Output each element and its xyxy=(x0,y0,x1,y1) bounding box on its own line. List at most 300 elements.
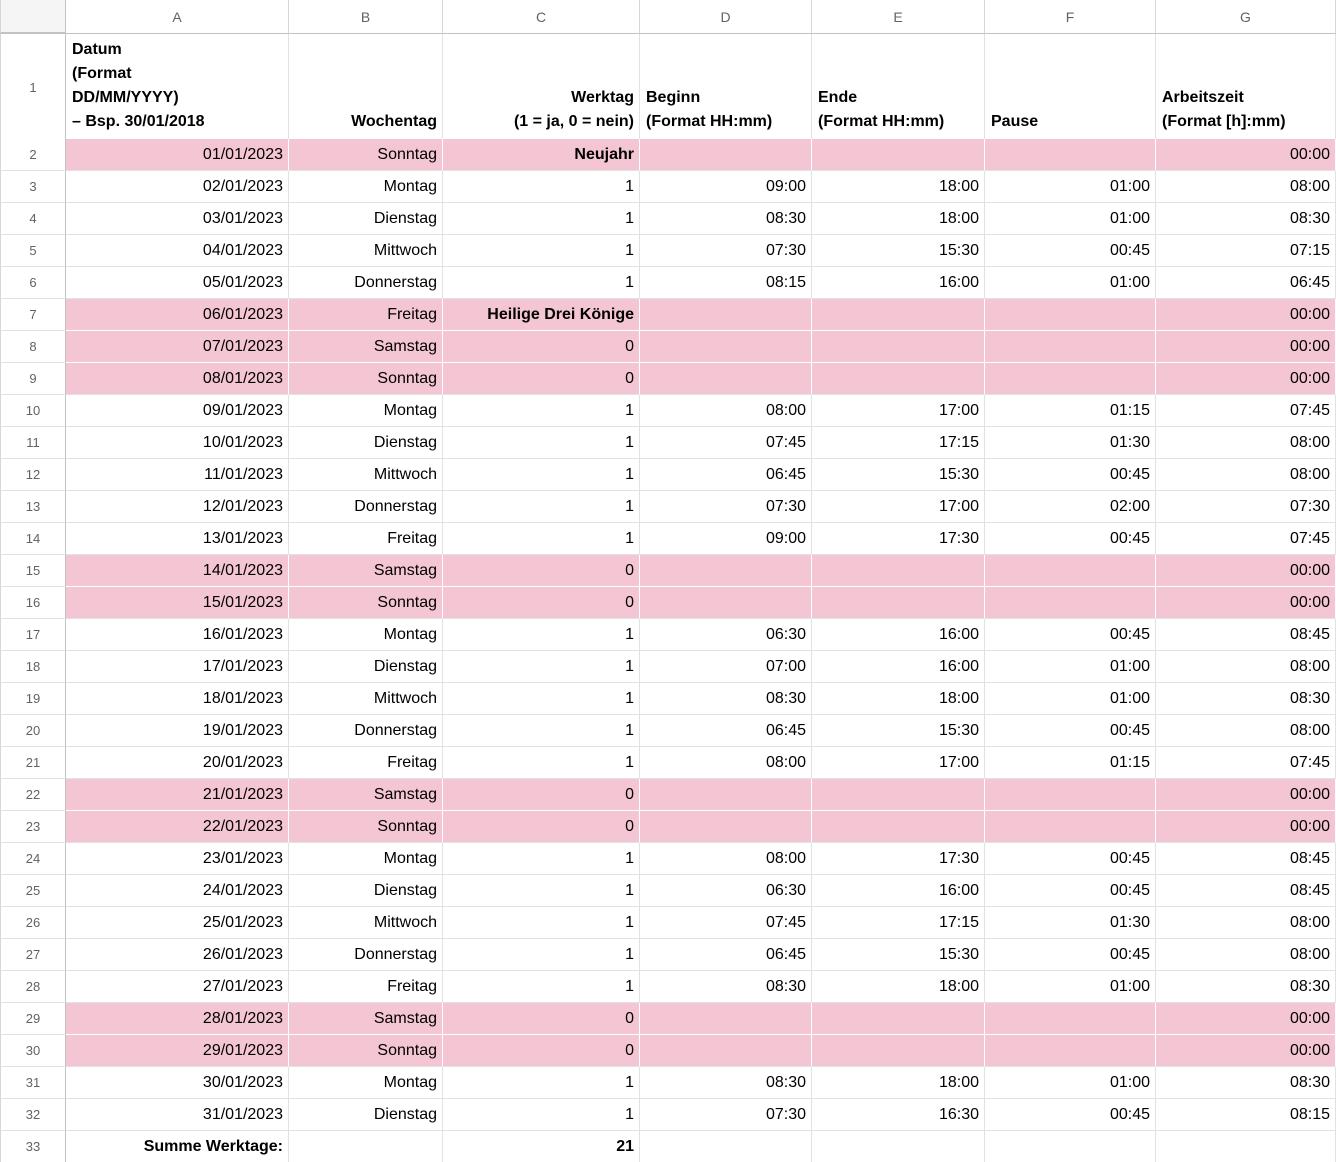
table-row xyxy=(0,299,1336,331)
cell-A15[interactable]: 14/01/2023 xyxy=(66,555,289,587)
cell-E8[interactable] xyxy=(812,331,985,363)
table-row xyxy=(0,139,1336,171)
cell-B3[interactable]: Montag xyxy=(289,171,443,203)
row-header-18[interactable]: 18 xyxy=(0,651,66,683)
cell-F2[interactable] xyxy=(985,139,1156,171)
table-row xyxy=(0,523,1336,555)
cell-C28[interactable]: 1 xyxy=(443,971,640,1003)
cell-C23[interactable]: 0 xyxy=(443,811,640,843)
table-row xyxy=(0,459,1336,491)
cell-A28[interactable]: 27/01/2023 xyxy=(66,971,289,1003)
row-header-12[interactable]: 12 xyxy=(0,459,66,491)
row-header-15[interactable]: 15 xyxy=(0,555,66,587)
cell-C21[interactable]: 1 xyxy=(443,747,640,779)
cell-B33[interactable] xyxy=(289,1131,443,1162)
cell-B15[interactable]: Samstag xyxy=(289,555,443,587)
cell-E30[interactable] xyxy=(812,1035,985,1067)
cell-D16[interactable] xyxy=(640,587,812,619)
cell-B29[interactable]: Samstag xyxy=(289,1003,443,1035)
cell-D24[interactable]: 08:00 xyxy=(640,843,812,875)
cell-E5[interactable]: 15:30 xyxy=(812,235,985,267)
cell-E16[interactable] xyxy=(812,587,985,619)
row-header-33[interactable]: 33 xyxy=(0,1131,66,1162)
cell-A8[interactable]: 07/01/2023 xyxy=(66,331,289,363)
cell-G30[interactable]: 00:00 xyxy=(1156,1035,1336,1067)
cell-G5[interactable]: 07:15 xyxy=(1156,235,1336,267)
cell-C2[interactable]: Neujahr xyxy=(443,139,640,171)
table-row xyxy=(0,1003,1336,1035)
cell-F11[interactable]: 01:30 xyxy=(985,427,1156,459)
cell-A18[interactable]: 17/01/2023 xyxy=(66,651,289,683)
cell-F27[interactable]: 00:45 xyxy=(985,939,1156,971)
table-row xyxy=(0,363,1336,395)
cell-F26[interactable]: 01:30 xyxy=(985,907,1156,939)
cell-A3[interactable]: 02/01/2023 xyxy=(66,171,289,203)
cell-B22[interactable]: Samstag xyxy=(289,779,443,811)
cell-G12[interactable]: 08:00 xyxy=(1156,459,1336,491)
cell-B2[interactable]: Sonntag xyxy=(289,139,443,171)
row-header-7[interactable]: 7 xyxy=(0,299,66,331)
cell-E27[interactable]: 15:30 xyxy=(812,939,985,971)
cell-D20[interactable]: 06:45 xyxy=(640,715,812,747)
cell-D18[interactable]: 07:00 xyxy=(640,651,812,683)
cell-C6[interactable]: 1 xyxy=(443,267,640,299)
cell-C26[interactable]: 1 xyxy=(443,907,640,939)
cell-A16[interactable]: 15/01/2023 xyxy=(66,587,289,619)
table-row xyxy=(0,491,1336,523)
cell-F8[interactable] xyxy=(985,331,1156,363)
cell-F4[interactable]: 01:00 xyxy=(985,203,1156,235)
cell-F17[interactable]: 00:45 xyxy=(985,619,1156,651)
cell-A10[interactable]: 09/01/2023 xyxy=(66,395,289,427)
cell-G13[interactable]: 07:30 xyxy=(1156,491,1336,523)
cell-E33[interactable] xyxy=(812,1131,985,1162)
cell-G17[interactable]: 08:45 xyxy=(1156,619,1336,651)
cell-F14[interactable]: 00:45 xyxy=(985,523,1156,555)
column-header-G[interactable]: G xyxy=(1156,0,1336,34)
cell-E29[interactable] xyxy=(812,1003,985,1035)
cell-C24[interactable]: 1 xyxy=(443,843,640,875)
cell-A11[interactable]: 10/01/2023 xyxy=(66,427,289,459)
row-header-31[interactable]: 31 xyxy=(0,1067,66,1099)
cell-G10[interactable]: 07:45 xyxy=(1156,395,1336,427)
cell-C12[interactable]: 1 xyxy=(443,459,640,491)
cell-E2[interactable] xyxy=(812,139,985,171)
column-header-F[interactable]: F xyxy=(985,0,1156,34)
cell-C8[interactable]: 0 xyxy=(443,331,640,363)
row-header-28[interactable]: 28 xyxy=(0,971,66,1003)
cell-B17[interactable]: Montag xyxy=(289,619,443,651)
column-header-D[interactable]: D xyxy=(640,0,812,34)
cell-F6[interactable]: 01:00 xyxy=(985,267,1156,299)
cell-C1[interactable]: Werktag (1 = ja, 0 = nein) xyxy=(443,34,640,142)
row-header-25[interactable]: 25 xyxy=(0,875,66,907)
column-header-B[interactable]: B xyxy=(289,0,443,34)
cell-C11[interactable]: 1 xyxy=(443,427,640,459)
cell-F23[interactable] xyxy=(985,811,1156,843)
cell-B27[interactable]: Donnerstag xyxy=(289,939,443,971)
table-row xyxy=(0,1131,1336,1162)
cell-G22[interactable]: 00:00 xyxy=(1156,779,1336,811)
cell-A29[interactable]: 28/01/2023 xyxy=(66,1003,289,1035)
data-rows xyxy=(0,139,1336,1162)
cell-B23[interactable]: Sonntag xyxy=(289,811,443,843)
cell-D25[interactable]: 06:30 xyxy=(640,875,812,907)
cell-F16[interactable] xyxy=(985,587,1156,619)
cell-A1[interactable]: Datum (Format DD/MM/YYYY) – Bsp. 30/01/2018 xyxy=(66,34,289,142)
select-all-corner[interactable] xyxy=(0,0,66,34)
cell-D13[interactable]: 07:30 xyxy=(640,491,812,523)
column-header-A[interactable]: A xyxy=(66,0,289,34)
table-row xyxy=(0,619,1336,651)
cell-E31[interactable]: 18:00 xyxy=(812,1067,985,1099)
cell-A23[interactable]: 22/01/2023 xyxy=(66,811,289,843)
cell-C30[interactable]: 0 xyxy=(443,1035,640,1067)
cell-D4[interactable]: 08:30 xyxy=(640,203,812,235)
cell-B16[interactable]: Sonntag xyxy=(289,587,443,619)
column-header-E[interactable]: E xyxy=(812,0,985,34)
row-header-1[interactable]: 1 xyxy=(0,34,66,142)
cell-F19[interactable]: 01:00 xyxy=(985,683,1156,715)
cell-E24[interactable]: 17:30 xyxy=(812,843,985,875)
cell-G21[interactable]: 07:45 xyxy=(1156,747,1336,779)
cell-C13[interactable]: 1 xyxy=(443,491,640,523)
row-header-2[interactable]: 2 xyxy=(0,139,66,171)
table-row xyxy=(0,651,1336,683)
cell-G11[interactable]: 08:00 xyxy=(1156,427,1336,459)
cell-E23[interactable] xyxy=(812,811,985,843)
cell-G8[interactable]: 00:00 xyxy=(1156,331,1336,363)
cell-A19[interactable]: 18/01/2023 xyxy=(66,683,289,715)
cell-A5[interactable]: 04/01/2023 xyxy=(66,235,289,267)
cell-F21[interactable]: 01:15 xyxy=(985,747,1156,779)
cell-F20[interactable]: 00:45 xyxy=(985,715,1156,747)
cell-A30[interactable]: 29/01/2023 xyxy=(66,1035,289,1067)
cell-F29[interactable] xyxy=(985,1003,1156,1035)
cell-D22[interactable] xyxy=(640,779,812,811)
cell-B1[interactable]: Wochentag xyxy=(289,34,443,142)
cell-A24[interactable]: 23/01/2023 xyxy=(66,843,289,875)
cell-D10[interactable]: 08:00 xyxy=(640,395,812,427)
cell-E21[interactable]: 17:00 xyxy=(812,747,985,779)
cell-A13[interactable]: 12/01/2023 xyxy=(66,491,289,523)
cell-B31[interactable]: Montag xyxy=(289,1067,443,1099)
cell-G7[interactable]: 00:00 xyxy=(1156,299,1336,331)
cell-B13[interactable]: Donnerstag xyxy=(289,491,443,523)
cell-G18[interactable]: 08:00 xyxy=(1156,651,1336,683)
cell-B24[interactable]: Montag xyxy=(289,843,443,875)
cell-F33[interactable] xyxy=(985,1131,1156,1162)
cell-G14[interactable]: 07:45 xyxy=(1156,523,1336,555)
cell-F12[interactable]: 00:45 xyxy=(985,459,1156,491)
cell-F5[interactable]: 00:45 xyxy=(985,235,1156,267)
cell-A22[interactable]: 21/01/2023 xyxy=(66,779,289,811)
row-header-4[interactable]: 4 xyxy=(0,203,66,235)
cell-D29[interactable] xyxy=(640,1003,812,1035)
cell-F7[interactable] xyxy=(985,299,1156,331)
cell-C31[interactable]: 1 xyxy=(443,1067,640,1099)
cell-C25[interactable]: 1 xyxy=(443,875,640,907)
cell-B21[interactable]: Freitag xyxy=(289,747,443,779)
cell-F28[interactable]: 01:00 xyxy=(985,971,1156,1003)
row-header-9[interactable]: 9 xyxy=(0,363,66,395)
row-header-17[interactable]: 17 xyxy=(0,619,66,651)
header-row xyxy=(0,34,1336,139)
row-header-26[interactable]: 26 xyxy=(0,907,66,939)
cell-A33[interactable]: Summe Werktage: xyxy=(66,1131,289,1162)
row-header-30[interactable]: 30 xyxy=(0,1035,66,1067)
cell-D3[interactable]: 09:00 xyxy=(640,171,812,203)
table-row xyxy=(0,1067,1336,1099)
cell-B4[interactable]: Dienstag xyxy=(289,203,443,235)
cell-B9[interactable]: Sonntag xyxy=(289,363,443,395)
cell-C15[interactable]: 0 xyxy=(443,555,640,587)
cell-D26[interactable]: 07:45 xyxy=(640,907,812,939)
cell-B6[interactable]: Donnerstag xyxy=(289,267,443,299)
cell-D1[interactable]: Beginn (Format HH:mm) xyxy=(640,34,812,142)
cell-D14[interactable]: 09:00 xyxy=(640,523,812,555)
cell-G33[interactable] xyxy=(1156,1131,1336,1162)
cell-E17[interactable]: 16:00 xyxy=(812,619,985,651)
table-row xyxy=(0,715,1336,747)
cell-A27[interactable]: 26/01/2023 xyxy=(66,939,289,971)
row-header-19[interactable]: 19 xyxy=(0,683,66,715)
row-header-23[interactable]: 23 xyxy=(0,811,66,843)
table-row xyxy=(0,779,1336,811)
table-row xyxy=(0,939,1336,971)
cell-A7[interactable]: 06/01/2023 xyxy=(66,299,289,331)
cell-E14[interactable]: 17:30 xyxy=(812,523,985,555)
table-row xyxy=(0,235,1336,267)
table-row xyxy=(0,683,1336,715)
cell-D28[interactable]: 08:30 xyxy=(640,971,812,1003)
cell-C32[interactable]: 1 xyxy=(443,1099,640,1131)
cell-D5[interactable]: 07:30 xyxy=(640,235,812,267)
cell-F32[interactable]: 00:45 xyxy=(985,1099,1156,1131)
cell-C4[interactable]: 1 xyxy=(443,203,640,235)
cell-C20[interactable]: 1 xyxy=(443,715,640,747)
cell-E6[interactable]: 16:00 xyxy=(812,267,985,299)
cell-A20[interactable]: 19/01/2023 xyxy=(66,715,289,747)
cell-E13[interactable]: 17:00 xyxy=(812,491,985,523)
row-header-5[interactable]: 5 xyxy=(0,235,66,267)
row-header-20[interactable]: 20 xyxy=(0,715,66,747)
cell-D9[interactable] xyxy=(640,363,812,395)
cell-E20[interactable]: 15:30 xyxy=(812,715,985,747)
cell-C7[interactable]: Heilige Drei Könige xyxy=(443,299,640,331)
cell-D32[interactable]: 07:30 xyxy=(640,1099,812,1131)
cell-G25[interactable]: 08:45 xyxy=(1156,875,1336,907)
table-row xyxy=(0,203,1336,235)
cell-D15[interactable] xyxy=(640,555,812,587)
cell-G6[interactable]: 06:45 xyxy=(1156,267,1336,299)
cell-A6[interactable]: 05/01/2023 xyxy=(66,267,289,299)
cell-A32[interactable]: 31/01/2023 xyxy=(66,1099,289,1131)
table-row xyxy=(0,875,1336,907)
cell-C17[interactable]: 1 xyxy=(443,619,640,651)
cell-G27[interactable]: 08:00 xyxy=(1156,939,1336,971)
cell-C5[interactable]: 1 xyxy=(443,235,640,267)
cell-B8[interactable]: Samstag xyxy=(289,331,443,363)
cell-F13[interactable]: 02:00 xyxy=(985,491,1156,523)
cell-A12[interactable]: 11/01/2023 xyxy=(66,459,289,491)
cell-F3[interactable]: 01:00 xyxy=(985,171,1156,203)
cell-G32[interactable]: 08:15 xyxy=(1156,1099,1336,1131)
cell-E10[interactable]: 17:00 xyxy=(812,395,985,427)
cell-D19[interactable]: 08:30 xyxy=(640,683,812,715)
row-header-14[interactable]: 14 xyxy=(0,523,66,555)
cell-D17[interactable]: 06:30 xyxy=(640,619,812,651)
row-header-32[interactable]: 32 xyxy=(0,1099,66,1131)
cell-E28[interactable]: 18:00 xyxy=(812,971,985,1003)
row-header-13[interactable]: 13 xyxy=(0,491,66,523)
cell-E9[interactable] xyxy=(812,363,985,395)
cell-D8[interactable] xyxy=(640,331,812,363)
cell-E7[interactable] xyxy=(812,299,985,331)
cell-D21[interactable]: 08:00 xyxy=(640,747,812,779)
cell-G28[interactable]: 08:30 xyxy=(1156,971,1336,1003)
cell-A25[interactable]: 24/01/2023 xyxy=(66,875,289,907)
row-header-29[interactable]: 29 xyxy=(0,1003,66,1035)
cell-E26[interactable]: 17:15 xyxy=(812,907,985,939)
cell-G29[interactable]: 00:00 xyxy=(1156,1003,1336,1035)
cell-A26[interactable]: 25/01/2023 xyxy=(66,907,289,939)
cell-F15[interactable] xyxy=(985,555,1156,587)
cell-C3[interactable]: 1 xyxy=(443,171,640,203)
cell-A4[interactable]: 03/01/2023 xyxy=(66,203,289,235)
cell-G19[interactable]: 08:30 xyxy=(1156,683,1336,715)
row-header-11[interactable]: 11 xyxy=(0,427,66,459)
cell-D23[interactable] xyxy=(640,811,812,843)
table-row xyxy=(0,331,1336,363)
row-header-27[interactable]: 27 xyxy=(0,939,66,971)
cell-G23[interactable]: 00:00 xyxy=(1156,811,1336,843)
cell-B18[interactable]: Dienstag xyxy=(289,651,443,683)
cell-F31[interactable]: 01:00 xyxy=(985,1067,1156,1099)
table-row xyxy=(0,171,1336,203)
row-header-8[interactable]: 8 xyxy=(0,331,66,363)
cell-C16[interactable]: 0 xyxy=(443,587,640,619)
cell-E19[interactable]: 18:00 xyxy=(812,683,985,715)
table-row xyxy=(0,587,1336,619)
cell-G9[interactable]: 00:00 xyxy=(1156,363,1336,395)
cell-C27[interactable]: 1 xyxy=(443,939,640,971)
cell-F30[interactable] xyxy=(985,1035,1156,1067)
cell-G15[interactable]: 00:00 xyxy=(1156,555,1336,587)
cell-F18[interactable]: 01:00 xyxy=(985,651,1156,683)
row-header-16[interactable]: 16 xyxy=(0,587,66,619)
cell-F24[interactable]: 00:45 xyxy=(985,843,1156,875)
column-header-C[interactable]: C xyxy=(443,0,640,34)
cell-C33[interactable]: 21 xyxy=(443,1131,640,1162)
cell-E15[interactable] xyxy=(812,555,985,587)
cell-D12[interactable]: 06:45 xyxy=(640,459,812,491)
cell-E11[interactable]: 17:15 xyxy=(812,427,985,459)
cell-A9[interactable]: 08/01/2023 xyxy=(66,363,289,395)
cell-B19[interactable]: Mittwoch xyxy=(289,683,443,715)
cell-D11[interactable]: 07:45 xyxy=(640,427,812,459)
cell-E3[interactable]: 18:00 xyxy=(812,171,985,203)
cell-D27[interactable]: 06:45 xyxy=(640,939,812,971)
cell-B12[interactable]: Mittwoch xyxy=(289,459,443,491)
cell-C10[interactable]: 1 xyxy=(443,395,640,427)
cell-C19[interactable]: 1 xyxy=(443,683,640,715)
cell-A14[interactable]: 13/01/2023 xyxy=(66,523,289,555)
cell-G24[interactable]: 08:45 xyxy=(1156,843,1336,875)
cell-G4[interactable]: 08:30 xyxy=(1156,203,1336,235)
cell-G1[interactable]: Arbeitszeit (Format [h]:mm) xyxy=(1156,34,1336,142)
cell-B10[interactable]: Montag xyxy=(289,395,443,427)
row-header-24[interactable]: 24 xyxy=(0,843,66,875)
table-row xyxy=(0,971,1336,1003)
cell-B20[interactable]: Donnerstag xyxy=(289,715,443,747)
cell-B7[interactable]: Freitag xyxy=(289,299,443,331)
cell-D31[interactable]: 08:30 xyxy=(640,1067,812,1099)
cell-E25[interactable]: 16:00 xyxy=(812,875,985,907)
cell-D2[interactable] xyxy=(640,139,812,171)
row-header-22[interactable]: 22 xyxy=(0,779,66,811)
row-header-21[interactable]: 21 xyxy=(0,747,66,779)
cell-E22[interactable] xyxy=(812,779,985,811)
table-row xyxy=(0,1035,1336,1067)
cell-B11[interactable]: Dienstag xyxy=(289,427,443,459)
cell-G3[interactable]: 08:00 xyxy=(1156,171,1336,203)
cell-F9[interactable] xyxy=(985,363,1156,395)
cell-B14[interactable]: Freitag xyxy=(289,523,443,555)
cell-C14[interactable]: 1 xyxy=(443,523,640,555)
cell-C29[interactable]: 0 xyxy=(443,1003,640,1035)
cell-B28[interactable]: Freitag xyxy=(289,971,443,1003)
cell-C22[interactable]: 0 xyxy=(443,779,640,811)
cell-D30[interactable] xyxy=(640,1035,812,1067)
table-row xyxy=(0,843,1336,875)
cell-E18[interactable]: 16:00 xyxy=(812,651,985,683)
cell-E4[interactable]: 18:00 xyxy=(812,203,985,235)
cell-D6[interactable]: 08:15 xyxy=(640,267,812,299)
cell-G31[interactable]: 08:30 xyxy=(1156,1067,1336,1099)
row-header-3[interactable]: 3 xyxy=(0,171,66,203)
cell-F10[interactable]: 01:15 xyxy=(985,395,1156,427)
cell-C18[interactable]: 1 xyxy=(443,651,640,683)
cell-E32[interactable]: 16:30 xyxy=(812,1099,985,1131)
cell-F25[interactable]: 00:45 xyxy=(985,875,1156,907)
cell-A2[interactable]: 01/01/2023 xyxy=(66,139,289,171)
cell-E1[interactable]: Ende (Format HH:mm) xyxy=(812,34,985,142)
cell-B32[interactable]: Dienstag xyxy=(289,1099,443,1131)
cell-B26[interactable]: Mittwoch xyxy=(289,907,443,939)
cell-B5[interactable]: Mittwoch xyxy=(289,235,443,267)
cell-C9[interactable]: 0 xyxy=(443,363,640,395)
cell-A17[interactable]: 16/01/2023 xyxy=(66,619,289,651)
row-header-10[interactable]: 10 xyxy=(0,395,66,427)
cell-D7[interactable] xyxy=(640,299,812,331)
table-row xyxy=(0,1099,1336,1131)
cell-G2[interactable]: 00:00 xyxy=(1156,139,1336,171)
table-row xyxy=(0,395,1336,427)
cell-F1[interactable]: Pause xyxy=(985,34,1156,142)
cell-D33[interactable] xyxy=(640,1131,812,1162)
cell-F22[interactable] xyxy=(985,779,1156,811)
cell-A21[interactable]: 20/01/2023 xyxy=(66,747,289,779)
cell-G16[interactable]: 00:00 xyxy=(1156,587,1336,619)
row-header-6[interactable]: 6 xyxy=(0,267,66,299)
cell-A31[interactable]: 30/01/2023 xyxy=(66,1067,289,1099)
cell-B30[interactable]: Sonntag xyxy=(289,1035,443,1067)
cell-E12[interactable]: 15:30 xyxy=(812,459,985,491)
cell-G26[interactable]: 08:00 xyxy=(1156,907,1336,939)
cell-G20[interactable]: 08:00 xyxy=(1156,715,1336,747)
cell-B25[interactable]: Dienstag xyxy=(289,875,443,907)
